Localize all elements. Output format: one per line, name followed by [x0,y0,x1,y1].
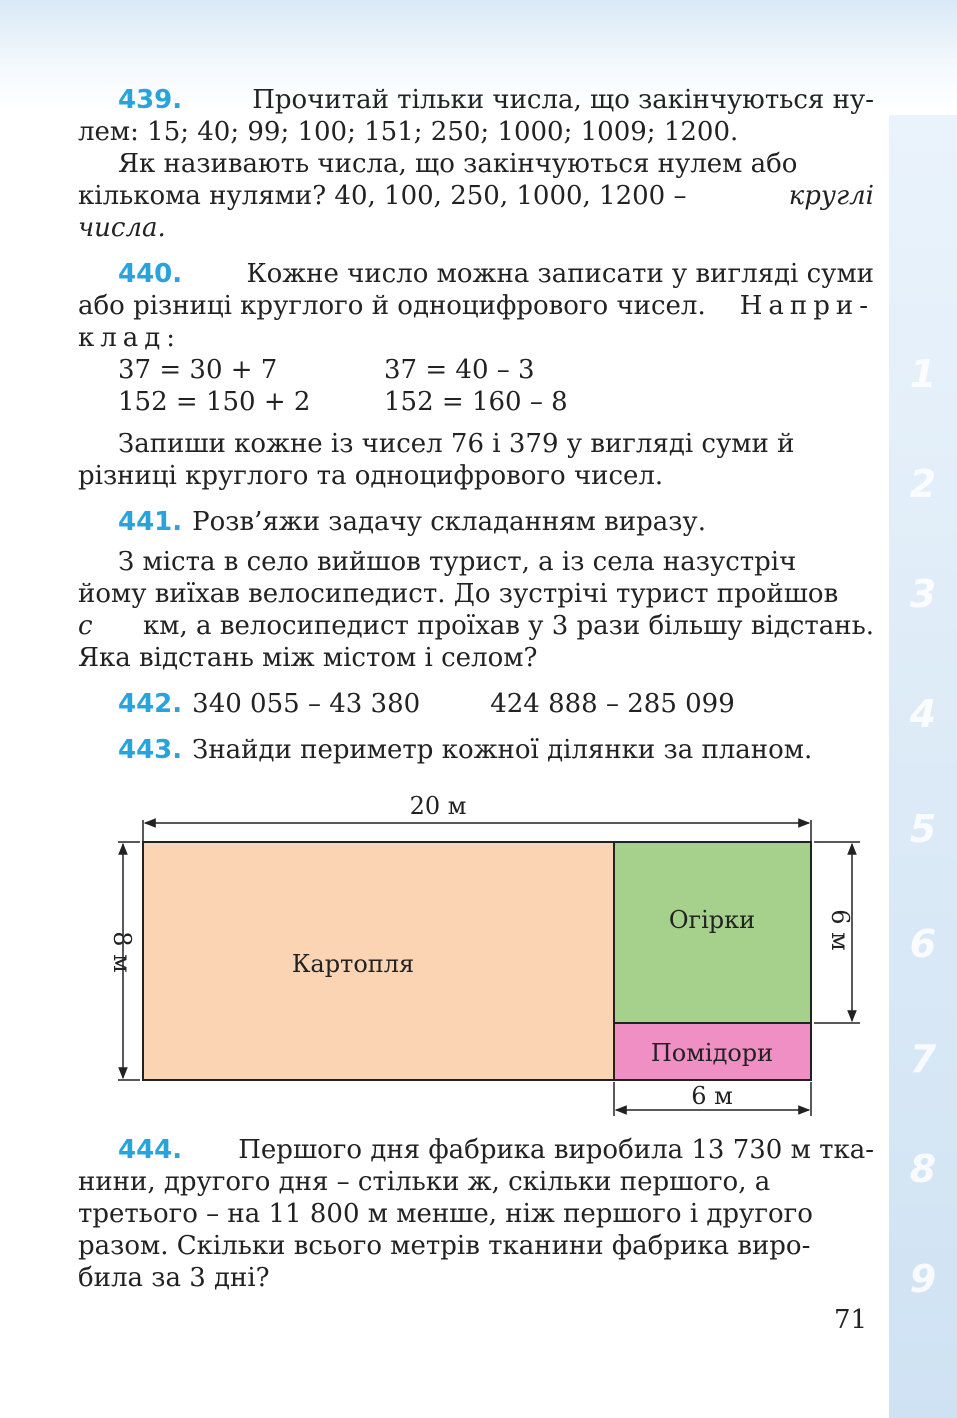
exercise-440 [78,258,874,492]
chapter-side-tabs [889,115,957,1418]
variable-c: с [78,611,93,641]
exercise-text: Першого дня фабрика виробила 13 730 м тка- [238,1135,874,1165]
example-word: клад: [78,323,182,353]
exercise-text: Кожне число можна записати у вигляді суми [246,259,874,289]
exercise-number: 442. [118,689,183,719]
exercise-text: Прочитай тільки числа, що закінчуються ну- [252,85,874,115]
tomatoes-label: Помідори [650,1039,774,1067]
side-tab-5[interactable]: 5 [909,807,937,851]
term-italic: числа. [78,213,166,243]
exercise-441 [78,506,874,674]
exercise-number: 440. [118,259,183,289]
page-number: 71 [834,1305,868,1335]
exercise-text: третього – на 11 800 м менше, ніж першого і другого [78,1199,813,1229]
exercise-444 [78,1134,874,1294]
height-label: 8 м [108,931,136,973]
exercise-number: 441. [118,507,183,537]
equation: 37 = 40 – 3 [384,355,535,385]
expression: 340 055 – 43 380 [192,689,421,719]
bottom-label: 6 м [691,1082,733,1110]
equation: 152 = 150 + 2 [118,387,311,417]
exercise-text: З міста в село вийшов турист, а із села назустріч [118,547,797,577]
exercise-number: 443. [118,735,183,765]
exercise-text: або різниці круглого й одноцифрового чисел. [78,291,706,321]
exercise-439 [78,84,874,244]
exercise-text: нини, другого дня – стільки ж, скільки першого, а [78,1167,771,1197]
potatoes-label: Картопля [291,950,415,978]
side-tab-2[interactable]: 2 [909,462,937,506]
equation: 37 = 30 + 7 [118,355,278,385]
right-label: 6 м [826,909,854,951]
exercise-text: разом. Скільки всього метрів тканини фабрика виро- [78,1231,811,1261]
page-content-bottom [78,1134,874,1308]
exercise-text: лем: 15; 40; 99; 100; 151; 250; 1000; 1009; 1200. [78,117,739,147]
side-tab-7[interactable]: 7 [909,1037,937,1081]
exercise-text: Знайди периметр кожної ділянки за планом. [192,735,813,765]
exercise-442 [78,688,874,720]
exercise-number: 444. [118,1135,183,1165]
exercise-text: різниці круглого та одноцифрового чисел. [78,461,664,491]
page-content [78,84,874,780]
exercise-text: йому виїхав велосипедист. До зустрічі турист пройшов [78,579,839,609]
exercise-text: км, а велосипедист проїхав у 3 рази більшу відстань. [143,611,874,641]
equation-row [78,386,874,418]
equation: 152 = 160 – 8 [384,387,568,417]
term-italic: круглі [788,181,874,211]
exercise-text: Запиши кожне із чисел 76 і 379 у вигляді суми й [118,429,795,459]
exercise-number: 439. [118,85,183,115]
exercise-text: Розв’яжи задачу складанням виразу. [192,507,706,537]
garden-plan-diagram [100,790,870,1120]
exercise-text: била за 3 дні? [78,1263,270,1293]
side-tab-1[interactable]: 1 [909,352,937,396]
cucumbers-label: Огірки [668,906,756,934]
side-tab-8[interactable]: 8 [909,1147,937,1191]
exercise-text: кількома нулями? 40, 100, 250, 1000, 1200 – [78,181,687,211]
width-label: 20 м [409,792,467,820]
side-tab-4[interactable]: 4 [909,692,937,736]
side-tab-6[interactable]: 6 [909,922,937,966]
exercise-443 [78,734,874,766]
exercise-text: Як називають числа, що закінчуються нулем або [118,149,798,179]
expression: 424 888 – 285 099 [490,689,735,719]
example-word: Напри- [739,291,874,321]
side-tab-3[interactable]: 3 [909,572,937,616]
exercise-text: Яка відстань між містом і селом? [78,643,538,673]
side-tab-9[interactable]: 9 [909,1257,937,1301]
equation-row [78,354,874,386]
